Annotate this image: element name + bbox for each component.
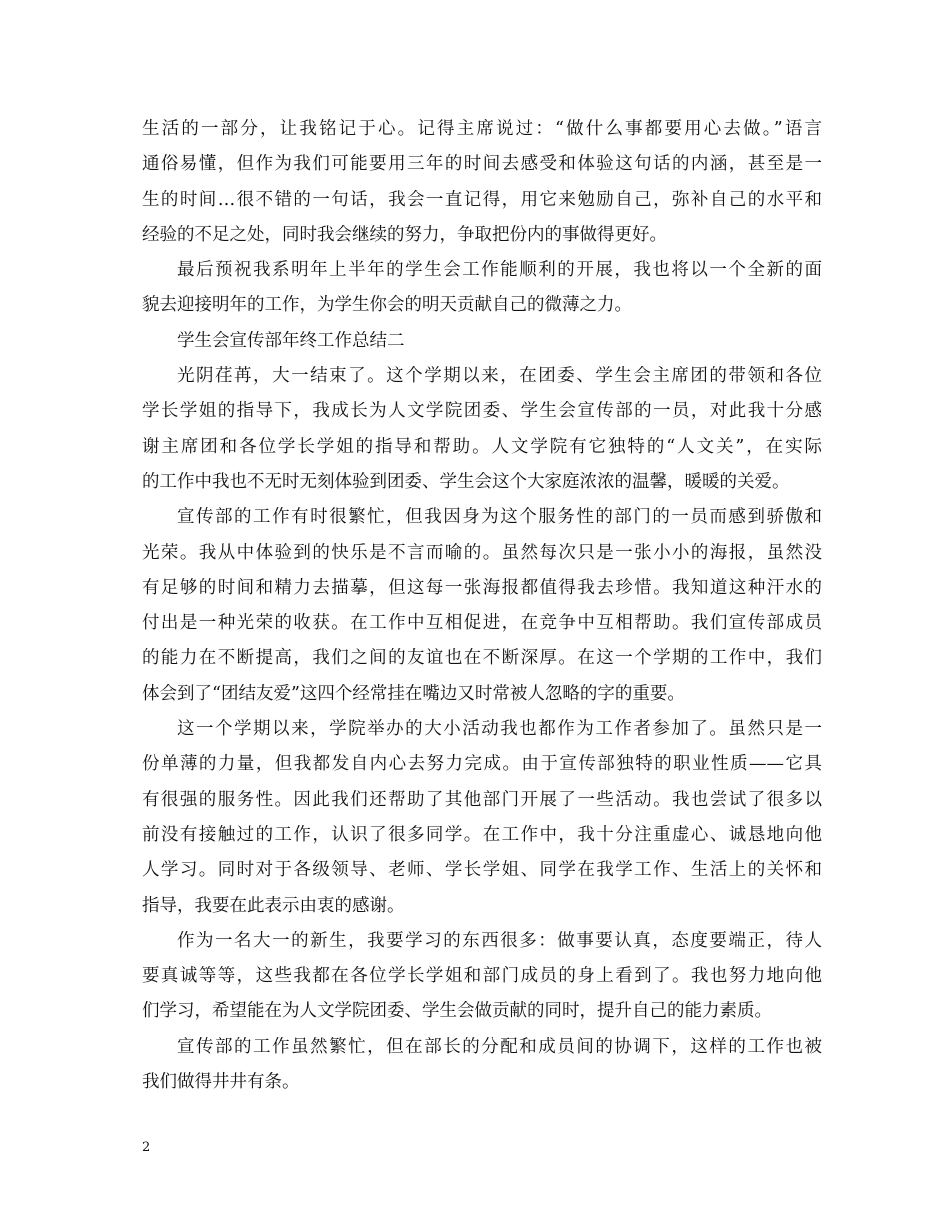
page-number: 2 [142,1140,151,1155]
text-line: 有足够的时间和精力去描摹，但这每一张海报都值得我去珍惜。我知道这种汗水的 [142,577,822,598]
text-line: 的工作中我也不无时无刻体验到团委、学生会这个大家庭浓浓的温馨，暖暖的关爱。 [142,471,790,492]
text-line: 宣传部的工作有时很繁忙，但我因身为这个服务性的部门的一员而感到骄傲和 [177,507,822,528]
text-line: 付出是一种光荣的收获。在工作中互相促进，在竞争中互相帮助。我们宣传部成员 [142,613,822,634]
text-line: 人学习。同时对于各级领导、老师、学长学姐、同学在我学工作、生活上的关怀和 [142,860,822,881]
text-line: 这一个学期以来，学院举办的大小活动我也都作为工作者参加了。虽然只是一 [177,719,822,740]
text-line: 生的时间…很不错的一句话，我会一直记得，用它来勉励自己，弥补自己的水平和 [142,189,822,210]
text-line: 经验的不足之处，同时我会继续的努力，争取把份内的事做得更好。 [142,224,667,245]
text-line: 指导，我要在此表示由衷的感谢。 [142,895,405,916]
text-line: 份单薄的力量，但我都发自内心去努力完成。由于宣传部独特的职业性质——它具 [142,754,822,775]
text-line: 要真诚等等，这些我都在各位学长学姐和部门成员的身上看到了。我也努力地向他 [142,966,822,987]
text-line: 有很强的服务性。因此我们还帮助了其他部门开展了一些活动。我也尝试了很多以 [142,789,822,810]
text-line: 前没有接触过的工作，认识了很多同学。在工作中，我十分注重虚心、诚恳地向他 [142,824,822,845]
text-line: 通俗易懂，但作为我们可能要用三年的时间去感受和体验这句话的内涵，甚至是一 [142,154,822,175]
text-line: 作为一名大一的新生，我要学习的东西很多：做事要认真，态度要端正，待人 [177,930,822,951]
text-line: 光荣。我从中体验到的快乐是不言而喻的。虽然每次只是一张小小的海报，虽然没 [142,542,822,563]
document-body [142,112,822,1100]
text-line: 学生会宣传部年终工作总结二 [177,330,405,351]
text-line: 貌去迎接明年的工作，为学生你会的明天贡献自己的微薄之力。 [142,295,632,316]
text-line: 的能力在不断提高，我们之间的友谊也在不断深厚。在这一个学期的工作中，我们 [142,648,822,669]
text-line: 我们做得井井有条。 [142,1072,300,1093]
text-line: 们学习，希望能在为人文学院团委、学生会做贡献的同时，提升自己的能力素质。 [142,1001,772,1022]
text-line: 宣传部的工作虽然繁忙，但在部长的分配和成员间的协调下，这样的工作也被 [177,1036,822,1057]
text-line: 学长学姐的指导下，我成长为人文学院团委、学生会宣传部的一员，对此我十分感 [142,401,822,422]
text-line: 体会到了“团结友爱”这四个经常挂在嘴边又时常被人忽略的字的重要。 [142,683,685,704]
text-line: 生活的一部分，让我铭记于心。记得主席说过：“做什么事都要用心去做。”语言 [142,119,822,139]
text-line: 谢主席团和各位学长学姐的指导和帮助。人文学院有它独特的“人文关”，在实际 [142,436,822,457]
text-line: 最后预祝我系明年上半年的学生会工作能顺利的开展，我也将以一个全新的面 [177,260,822,281]
text-line: 光阴荏苒，大一结束了。这个学期以来，在团委、学生会主席团的带领和各位 [177,366,822,387]
